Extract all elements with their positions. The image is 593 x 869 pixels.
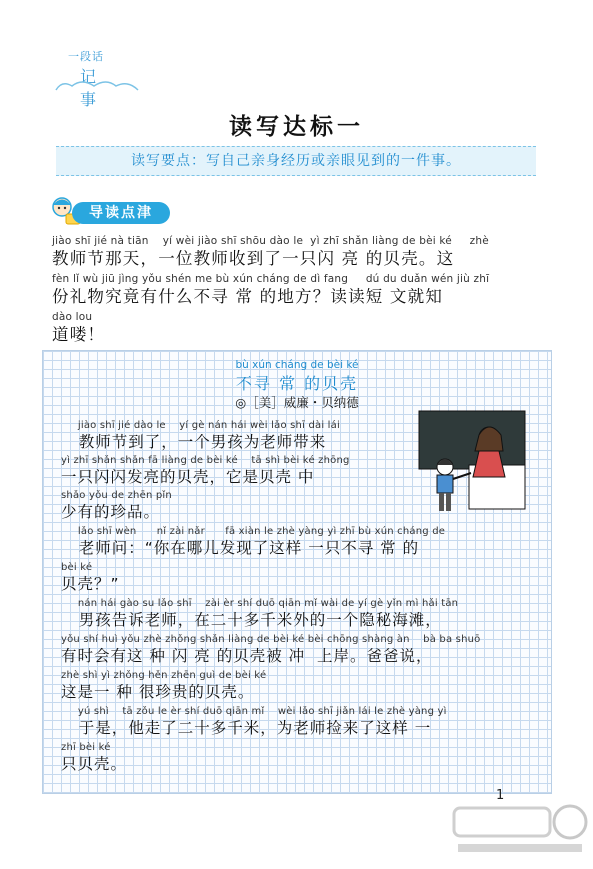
section-tag-big: 记 事 — [80, 67, 107, 109]
reading-key-point: 读写要点：写自己亲身经历或亲眼见到的一件事。 — [56, 146, 536, 176]
story-line — [61, 419, 340, 453]
cloud-icon — [52, 74, 142, 94]
intro-text: 道喽！ — [52, 325, 106, 344]
intro-text: 份礼物究竟有什么不寻 常 的地方？读读短 文就知 — [52, 287, 444, 306]
intro-line — [52, 310, 552, 346]
story-box — [42, 350, 552, 794]
story-author: ◎［美］威廉・贝纳德 — [235, 395, 359, 410]
story-text: 这是一 种 很珍贵的贝壳。 — [61, 683, 255, 701]
story-text: 有时会有这 种 闪 亮 的贝壳被 冲 上岸。爸爸说， — [61, 647, 433, 665]
intro-pinyin: jiào shī jié nà tiān yí wèi jiào shī shōu dào le yì zhī shǎn liàng de bèi ké zhè — [52, 235, 489, 247]
story-pinyin: yú shì tā zǒu le èr shí duō qiān mǐ wèi lǎo shī jiǎn lái le zhè yàng yì — [61, 706, 447, 717]
intro-text: 教师节那天，一位教师收到了一只闪 亮 的贝壳。这 — [52, 249, 455, 268]
story-line — [61, 741, 127, 775]
intro-line — [52, 272, 552, 308]
story-line — [61, 597, 458, 631]
story-pinyin: zhè shì yì zhǒng hěn zhēn guì de bèi ké — [61, 670, 267, 681]
story-pinyin: shǎo yǒu de zhēn pǐn — [61, 490, 172, 501]
page-title: 读写达标一 — [229, 114, 364, 140]
story-line — [61, 525, 445, 559]
story-text: 教师节到了，一个男孩为老师带来 — [61, 433, 327, 451]
story-pinyin: lǎo shī wèn nǐ zài nǎr fā xiàn le zhè yàng yì zhī bù xún cháng de — [61, 526, 446, 537]
story-text: 一只闪闪发亮的贝壳，它是贝壳 中 — [61, 468, 315, 486]
story-pinyin: nán hái gào su lǎo shī zài èr shí duō qiān mǐ wài de yí gè yǐn mì hǎi tān — [61, 598, 459, 609]
story-line — [61, 633, 480, 667]
story-text: 老师问：“你在哪儿发现了这样 一只不寻 常 的 — [61, 539, 420, 557]
intro-pinyin: fèn lǐ wù jiū jìng yǒu shén me bù xún cháng de dì fang dú du duǎn wén jiù zhī — [52, 273, 490, 285]
story-text: 贝壳？” — [61, 575, 120, 593]
story-pinyin: yì zhī shǎn shǎn fā liàng de bèi ké tā shì bèi ké zhōng — [61, 455, 350, 466]
story-text: 于是，他走了二十多千米，为老师捡来了这样 一 — [61, 719, 432, 737]
story-text: 男孩告诉老师，在二十多千米外的一个隐秘海滩， — [61, 611, 442, 629]
story-pinyin: zhī bèi ké — [61, 742, 111, 753]
guide-badge — [48, 196, 174, 226]
story-title-pinyin: bù xún cháng de bèi ké — [235, 359, 359, 371]
section-tag-small: 一段话 — [68, 50, 104, 63]
watermark-logo — [450, 800, 590, 862]
story-text: 少有的珍品。 — [61, 503, 161, 521]
section-tag — [52, 46, 142, 109]
story-pinyin: yǒu shí huì yǒu zhè zhǒng shǎn liàng de bèi ké bèi chōng shàng àn bà ba shuō — [61, 634, 481, 645]
story-text: 只贝壳。 — [61, 755, 128, 773]
story-line — [61, 669, 266, 703]
story-pinyin: bèi ké — [61, 562, 93, 573]
story-line — [61, 561, 120, 595]
intro-pinyin: dào lou — [52, 311, 93, 323]
story-line — [61, 454, 350, 488]
story-pinyin: jiào shī jié dào le yí gè nán hái wèi lǎo shī dài lái — [61, 420, 340, 431]
page-number: 1 — [496, 788, 505, 803]
guide-label: 导读点津 — [72, 202, 170, 224]
story-title: 不寻 常 的贝壳 — [235, 374, 359, 393]
story-line — [61, 489, 172, 523]
intro-line — [52, 234, 552, 270]
story-line — [61, 705, 447, 739]
teacher-boy-illustration — [409, 407, 529, 517]
